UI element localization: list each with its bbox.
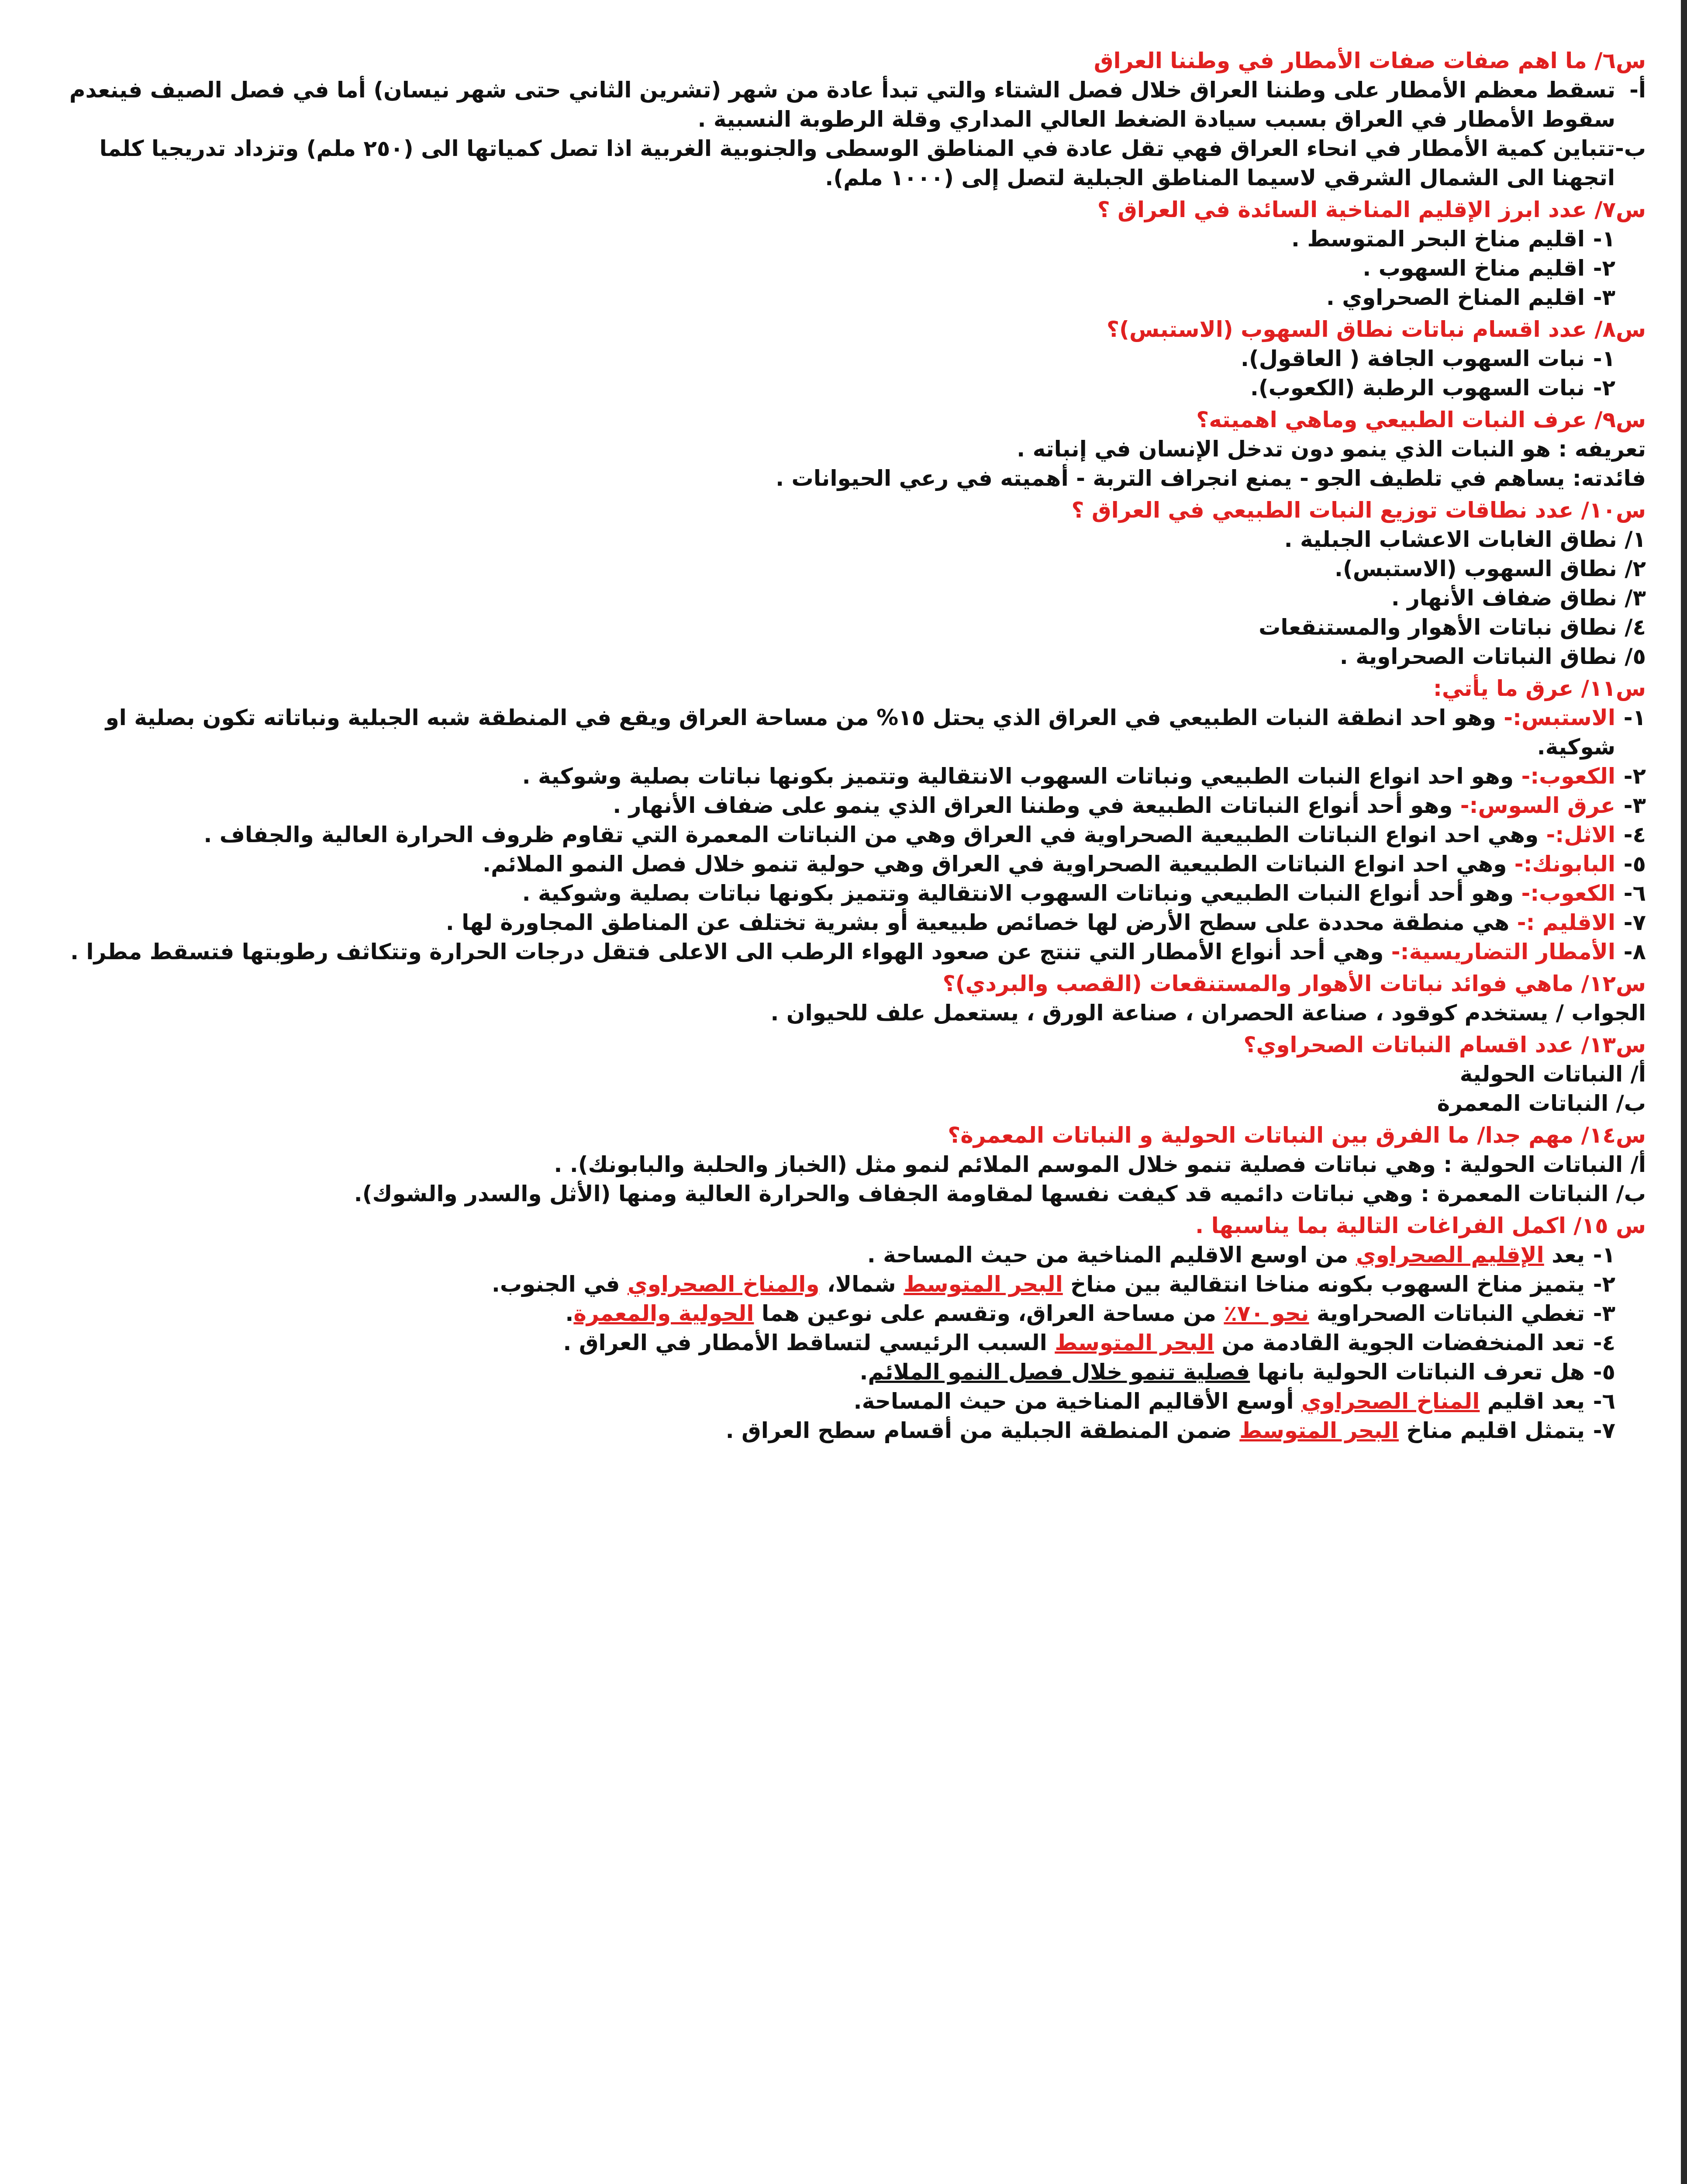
list-item (35, 283, 1646, 312)
question-8-title: س٨/ عدد اقسام نباتات نطاق السهوب (الاستبس)؟ (1107, 317, 1646, 342)
q14-annual-plants: أ/ النباتات الحولية : وهي نباتات فصلية تنمو خلال الموسم الملائم لنمو مثل (الخباز والحلبة والبابونك). . (554, 1152, 1646, 1177)
item-number: ٢- (1623, 764, 1646, 789)
list-item: ١/ نطاق الغابات الاعشاب الجبلية . (1284, 527, 1646, 552)
item-number: ١- (1593, 346, 1615, 371)
definition-item (35, 820, 1646, 850)
item-text: يتمثل اقليم مناخ (1398, 1418, 1585, 1443)
question-10-title: س١٠/ عدد نطاقات توزيع النبات الطبيعي في العراق ؟ (1071, 498, 1646, 523)
item-number: ٧- (1593, 1418, 1615, 1443)
definition-item (35, 908, 1646, 937)
item-number: ٥- (1623, 851, 1646, 877)
fill-blank-item (35, 1270, 1646, 1299)
answer-highlight: المناخ الصحراوي (1301, 1389, 1480, 1414)
question-6-title: س٦/ ما اهم صفات صفات الأمطار في وطننا العراق (1094, 48, 1646, 73)
item-text: شمالا، (819, 1272, 904, 1297)
fill-blank-item (35, 1241, 1646, 1270)
definition-term: الاثل:- (1546, 822, 1615, 847)
list-item: أ/ النباتات الحولية (1459, 1061, 1646, 1087)
definition-term: الكعوب:- (1521, 764, 1615, 789)
q9-benefit: فائدته: يساهم في تلطيف الجو - يمنع انجراف التربة - أهميته في رعي الحيوانات . (776, 466, 1646, 491)
item-text: تغطي النباتات الصحراوية (1309, 1301, 1585, 1326)
item-text: من اوسع الاقليم المناخية من حيث المساحة . (867, 1242, 1356, 1268)
item-number: ١- (1593, 226, 1615, 252)
answer-highlight: الإقليم الصحراوي (1356, 1242, 1544, 1268)
item-text: يتميز مناخ السهوب بكونه مناخا انتقالية بين مناخ (1063, 1272, 1585, 1297)
definition-item (35, 850, 1646, 879)
item-text: ضمن المنطقة الجبلية من أقسام سطح العراق . (725, 1418, 1240, 1443)
item-number: ٥- (1593, 1359, 1615, 1385)
item-number: ٨- (1623, 939, 1646, 964)
list-item: ٤/ نطاق نباتات الأهوار والمستنقعات (1259, 615, 1646, 640)
definition-text: وهي احد انواع النباتات الطبيعية الصحراوية في العراق وهي حولية تنمو خلال فصل النمو الملائم. (483, 851, 1515, 877)
definition-text: وهي احد انواع النباتات الطبيعية الصحراوية في العراق وهي من النباتات المعمرة التي تقاوم ظروف الحرارة العالية والجفاف . (204, 822, 1546, 847)
item-number: ٦- (1623, 881, 1646, 906)
definition-term: الكعوب:- (1521, 881, 1615, 906)
item-number: ٢- (1593, 1272, 1615, 1297)
item-number: ٢- (1593, 375, 1615, 401)
worksheet-content (35, 44, 1646, 1445)
q6-point-b (35, 134, 1646, 193)
answer-highlight: والمناخ الصحراوي (627, 1272, 820, 1297)
answer-highlight: البحر المتوسط (903, 1272, 1063, 1297)
definition-text: وهي أحد أنواع الأمطار التي تنتج عن صعود الهواء الرطب الى الاعلى فتقل درجات الحرارة وتتكاثف رطوبتها فتسقط مطرا . (70, 939, 1391, 964)
item-number: ٤- (1593, 1330, 1615, 1355)
item-text: . (565, 1301, 574, 1326)
item-text: . (859, 1359, 868, 1385)
definition-item (35, 791, 1646, 820)
list-item (35, 344, 1646, 373)
list-item: ٢/ نطاق السهوب (الاستبس). (1334, 556, 1646, 581)
item-text: اقليم مناخ البحر المتوسط . (1291, 226, 1585, 252)
q6-a-marker: أ- (1629, 77, 1646, 103)
definition-text: وهو أحد أنواع النبات الطبيعي ونباتات السهوب الانتقالية وتتميز بكونها نباتات بصلية وشوكية . (522, 881, 1521, 906)
list-item (35, 373, 1646, 403)
q12-answer: الجواب / يستخدم كوقود ، صناعة الحصران ، صناعة الورق ، يستعمل علف للحيوان . (770, 1000, 1646, 1026)
fill-blank-item (35, 1416, 1646, 1445)
question-15-title: س ١٥/ اكمل الفراغات التالية بما يناسبها . (1195, 1213, 1646, 1238)
item-text: يعد اقليم (1480, 1389, 1585, 1414)
definition-text: وهو احد انواع النبات الطبيعي ونباتات السهوب الانتقالية وتتميز بكونها نباتات بصلية وشوكية . (522, 764, 1521, 789)
definition-term: البابونك:- (1514, 851, 1615, 877)
item-number: ٦- (1593, 1389, 1615, 1414)
item-number: ٣- (1593, 285, 1615, 310)
fill-blank-item (35, 1387, 1646, 1416)
item-text: اقليم المناخ الصحراوي . (1326, 285, 1585, 310)
q9-definition: تعريفه : هو النبات الذي ينمو دون تدخل الإنسان في إنباته . (1017, 436, 1646, 462)
item-text: من مساحة العراق، وتقسم على نوعين هما (754, 1301, 1224, 1326)
definition-text: وهو أحد أنواع النباتات الطبيعة في وطننا العراق الذي ينمو على ضفاف الأنهار . (613, 793, 1460, 818)
list-item (35, 225, 1646, 254)
question-9-title: س٩/ عرف النبات الطبيعي وماهي اهميته؟ (1196, 407, 1646, 432)
item-number: ٢- (1593, 256, 1615, 281)
item-text: نبات السهوب الجافة ( العاقول). (1240, 346, 1585, 371)
definition-item (35, 937, 1646, 967)
q6-b-marker: ب- (1615, 136, 1646, 161)
q6-b-text: تتباين كمية الأمطار في انحاء العراق فهي تقل عادة في المناطق الوسطى والجنوبية الغربية اذا تصل كمياتها الى (٢٥٠ ملم) وتزداد تدريجيا كلما اتجهنا الى الشمال الشرقي لاسيما المناطق الجبلية لتصل إلى (١٠٠٠ ملم). (99, 136, 1615, 190)
question-12-title: س١٢/ ماهي فوائد نباتات الأهوار والمستنقعات (القصب والبردي)؟ (942, 971, 1646, 996)
q14-perennial-plants: ب/ النباتات المعمرة : وهي نباتات دائميه قد كيفت نفسها لمقاومة الجفاف والحرارة العالية ومنها (الأثل والسدر والشوك). (354, 1181, 1646, 1206)
answer-highlight: البحر المتوسط (1055, 1330, 1214, 1355)
list-item: ٥/ نطاق النباتات الصحراوية . (1339, 644, 1646, 669)
definition-text: وهو احد انطقة النبات الطبيعي في العراق الذي يحتل ١٥% من مساحة العراق ويقع في المنطقة شبه الجبلية ونباتاته تكون بصلية او شوكية. (105, 705, 1615, 760)
q6-a-text: تسقط معظم الأمطار على وطننا العراق خلال فصل الشتاء والتي تبدأ عادة من شهر (تشرين الثاني حتى شهر نيسان) أما في فصل الصيف فينعدم سقوط الأمطار في العراق بسبب سيادة الضغط العالي المداري وقلة الرطوبة النسبية . (69, 77, 1615, 132)
definition-term: الأمطار التضاريسية:- (1391, 939, 1615, 964)
question-14-title: س١٤/ مهم جدا/ ما الفرق بين النباتات الحولية و النباتات المعمرة؟ (948, 1123, 1646, 1148)
item-number: ١- (1593, 1242, 1615, 1268)
item-text: يعد (1544, 1242, 1585, 1268)
definition-term: الاقليم :- (1517, 910, 1615, 935)
definition-term: عرق السوس:- (1460, 793, 1615, 818)
question-11-title: س١١/ عرق ما يأتي: (1433, 676, 1646, 701)
item-text: السبب الرئيسي لتساقط الأمطار في العراق . (563, 1330, 1055, 1355)
answer-highlight: الحولية والمعمرة (573, 1301, 754, 1326)
answer-highlight: البحر المتوسط (1239, 1418, 1399, 1443)
item-text: نبات السهوب الرطبة (الكعوب). (1250, 375, 1585, 401)
definition-term: الاستبس:- (1504, 705, 1615, 730)
answer-highlight: نحو ٧٠٪ (1224, 1301, 1309, 1326)
answer-underline: فصلية تنمو خلال فصل النمو الملائم (868, 1359, 1250, 1385)
definition-item (35, 762, 1646, 791)
list-item (35, 254, 1646, 283)
question-13-title: س١٣/ عدد اقسام النباتات الصحراوي؟ (1243, 1032, 1646, 1057)
item-text: اقليم مناخ السهوب . (1363, 256, 1585, 281)
fill-blank-item (35, 1328, 1646, 1358)
definition-item (35, 879, 1646, 908)
fill-blank-item (35, 1299, 1646, 1328)
item-number: ١- (1623, 705, 1646, 730)
item-text: أوسع الأقاليم المناخية من حيث المساحة. (853, 1389, 1301, 1414)
definition-item (35, 703, 1646, 762)
question-7-title: س٧/ عدد ابرز الإقليم المناخية السائدة في العراق ؟ (1097, 197, 1646, 222)
item-number: ٧- (1623, 910, 1646, 935)
list-item: ب/ النباتات المعمرة (1437, 1091, 1646, 1116)
item-text: هل تعرف النباتات الحولية بانها (1250, 1359, 1585, 1385)
fill-blank-item (35, 1358, 1646, 1387)
q6-point-a (35, 76, 1646, 134)
list-item: ٣/ نطاق ضفاف الأنهار . (1391, 585, 1646, 611)
item-number: ٣- (1593, 1301, 1615, 1326)
item-number: ٣- (1623, 793, 1646, 818)
definition-text: هي منطقة محددة على سطح الأرض لها خصائص طبيعية أو بشرية تختلف عن المناطق المجاورة لها . (445, 910, 1517, 935)
item-text: في الجنوب. (491, 1272, 628, 1297)
item-text: تعد المنخفضات الجوية القادمة من (1214, 1330, 1585, 1355)
item-number: ٤- (1623, 822, 1646, 847)
